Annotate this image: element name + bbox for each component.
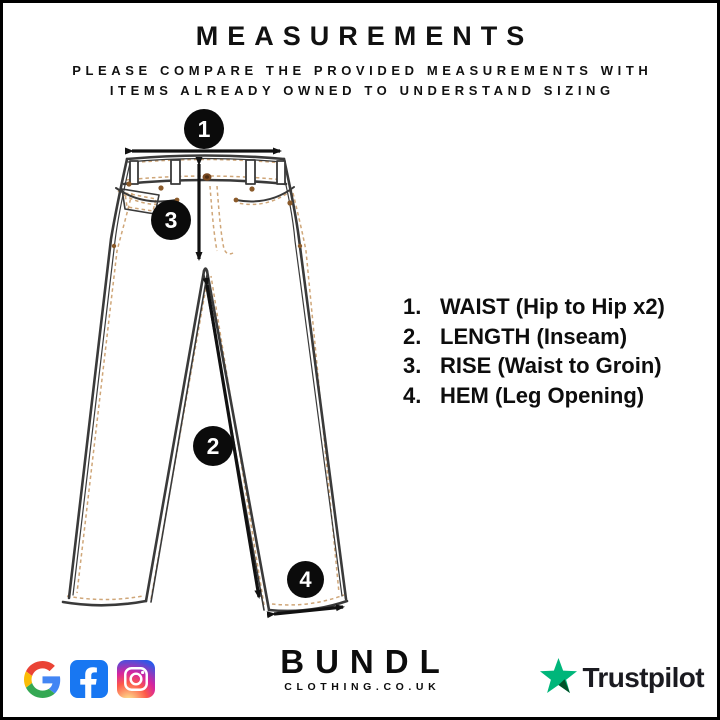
legend-label: LENGTH (Inseam) [440, 323, 628, 349]
trustpilot-logo[interactable] [540, 658, 704, 698]
legend-item-waist [403, 292, 713, 322]
jeans-stitching [67, 160, 344, 606]
legend-number: 1. [403, 294, 422, 319]
brand-name: BUNDL [280, 643, 451, 680]
trustpilot-star-icon [540, 658, 577, 698]
legend-number: 3. [403, 353, 422, 378]
page-title: MEASUREMENTS [195, 21, 534, 51]
jeans-outline [63, 156, 347, 611]
badge-3-rise: 3 [151, 200, 191, 240]
measurement-legend [403, 292, 713, 410]
legend-label: RISE (Waist to Groin) [440, 353, 662, 378]
subtitle-line-2: ITEMS ALREADY OWNED TO UNDERSTAND SIZING [109, 83, 615, 98]
legend-number: 2. [403, 323, 422, 349]
legend-item-hem [403, 381, 713, 411]
legend-label: WAIST (Hip to Hip x2) [440, 294, 665, 319]
badge-2-length: 2 [193, 426, 233, 466]
subtitle-line-1: PLEASE COMPARE THE PROVIDED MEASUREMENTS WITH [72, 63, 653, 78]
trustpilot-label: Trustpilot [582, 662, 704, 693]
legend-item-length [403, 322, 713, 352]
footer [3, 637, 717, 717]
legend-item-rise [403, 351, 713, 381]
badge-4-hem: 4 [287, 561, 324, 598]
badge-1-waist: 1 [184, 109, 224, 149]
brand-domain: CLOTHING.CO.UK [284, 681, 441, 693]
jeans-rivets [112, 173, 302, 248]
legend-number: 4. [403, 382, 422, 408]
legend-label: HEM (Leg Opening) [440, 382, 645, 408]
